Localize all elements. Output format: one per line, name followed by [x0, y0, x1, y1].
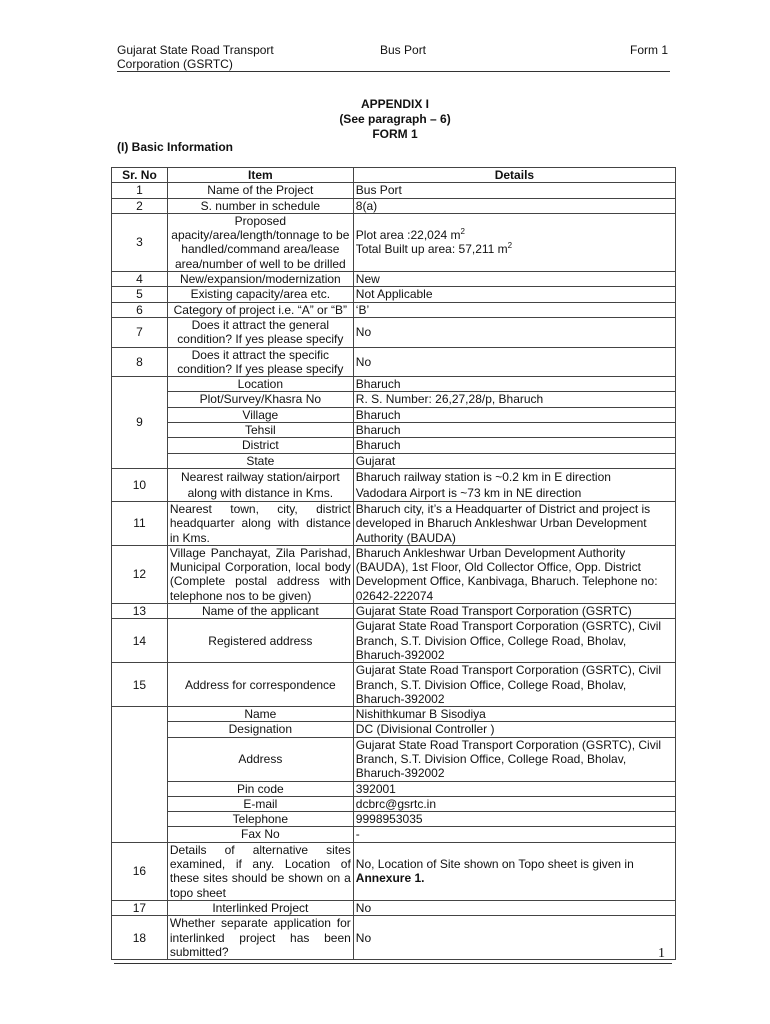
item: Whether separate application for interlinked project has been submitted? [167, 916, 353, 960]
built-up-area [356, 242, 673, 256]
item: Village [167, 407, 353, 422]
table-row [112, 453, 676, 468]
table-row [112, 287, 676, 302]
details: DC (Divisional Controller ) [353, 722, 675, 737]
empty-cell [112, 737, 168, 781]
table-row [112, 213, 676, 271]
sr-no: 16 [112, 842, 168, 900]
item: E-mail [167, 796, 353, 811]
table-row [112, 812, 676, 827]
details: Not Applicable [353, 287, 675, 302]
details: Gujarat State Road Transport Corporation (GSRTC) [353, 604, 675, 619]
sr-no: 10 [112, 468, 168, 501]
sr-no: 1 [112, 183, 168, 198]
header-organization [117, 43, 274, 71]
item: Nearest town, city, district headquarter along with distance in Kms. [167, 501, 353, 545]
item: Plot/Survey/Khasra No [167, 392, 353, 407]
item: Interlinked Project [167, 900, 353, 915]
sr-no: 12 [112, 545, 168, 603]
details: Bharuch [353, 407, 675, 422]
item: Village Panchayat, Zila Parishad, Municipal Corporation, local body (Complete postal address with telephone nos to be given) [167, 545, 353, 603]
table-row [112, 392, 676, 407]
empty-cell [112, 781, 168, 796]
empty-cell [112, 722, 168, 737]
item: Name of the applicant [167, 604, 353, 619]
table-row [112, 317, 676, 347]
table-row [112, 545, 676, 603]
sr-no: 11 [112, 501, 168, 545]
table-row [112, 272, 676, 287]
table-row [112, 438, 676, 453]
column-header: Item [167, 168, 353, 183]
details: - [353, 827, 675, 842]
item: Details of alternative sites examined, if any. Location of these sites should be shown on a topo sheet [167, 842, 353, 900]
item: Fax No [167, 827, 353, 842]
details: R. S. Number: 26,27,28/p, Bharuch [353, 392, 675, 407]
details: Bharuch [353, 377, 675, 392]
table-row [112, 827, 676, 842]
table-row [112, 916, 676, 960]
details: Gujarat State Road Transport Corporation (GSRTC), Civil Branch, S.T. Division Office, College Road, Bholav, Bharuch-392002 [353, 663, 675, 707]
table-row [112, 302, 676, 317]
column-header: Details [353, 168, 675, 183]
item: Telephone [167, 812, 353, 827]
sr-no: 7 [112, 317, 168, 347]
details: No [353, 317, 675, 347]
table-row [112, 900, 676, 915]
table-row [112, 468, 676, 501]
details: 392001 [353, 781, 675, 796]
plot-area-text: Plot area :22,024 m [355, 228, 461, 243]
sr-no: 8 [112, 347, 168, 377]
table-row [112, 183, 676, 198]
table-row [112, 722, 676, 737]
item: Address [167, 737, 353, 781]
sr-no: 5 [112, 287, 168, 302]
table-row [112, 842, 676, 900]
item: Existing capacity/area etc. [167, 287, 353, 302]
empty-cell [112, 707, 168, 722]
details: No [353, 916, 675, 960]
item: State [167, 453, 353, 468]
item: District [167, 438, 353, 453]
item: Does it attract the general condition? If yes please specify [167, 317, 353, 347]
details-text: No, Location of Site shown on Topo sheet is given in [355, 857, 634, 872]
table-row [112, 423, 676, 438]
details: Bus Port [353, 183, 675, 198]
item: Category of project i.e. “A” or “B” [167, 302, 353, 317]
column-header: Sr. No [112, 168, 168, 183]
details: Bharuch city, it’s a Headquarter of District and project is developed in Bharuch Ankleshwar Urban Development Authority (BAUDA) [353, 501, 675, 545]
table-row [112, 796, 676, 811]
sr-no: 17 [112, 900, 168, 915]
table-row [112, 737, 676, 781]
item: New/expansion/modernization [167, 272, 353, 287]
item: Does it attract the specific condition? If yes please specify [167, 347, 353, 377]
appendix-subtitle: (See paragraph – 6) [339, 112, 451, 126]
footer-rule [114, 963, 672, 964]
details: Bharuch [353, 423, 675, 438]
sr-no: 14 [112, 619, 168, 663]
details: dcbrc@gsrtc.in [353, 796, 675, 811]
item: S. number in schedule [167, 198, 353, 213]
airport-distance: Vadodara Airport is ~73 km in NE direction [355, 485, 582, 500]
basic-information-table [111, 167, 676, 960]
railway-distance: Bharuch railway station is ~0.2 km in E direction [355, 469, 611, 484]
table-header-row [112, 168, 676, 183]
details: Gujarat State Road Transport Corporation (GSRTC), Civil Branch, S.T. Division Office, College Road, Bholav, Bharuch-392002 [353, 737, 675, 781]
built-up-area-text: Total Built up area: 57,211 m [355, 242, 508, 257]
sr-no: 9 [112, 377, 168, 469]
item: Address for correspondence [167, 663, 353, 707]
appendix-title: APPENDIX I [360, 97, 429, 111]
annexure-reference: Annexure 1. [355, 871, 425, 886]
sr-no: 6 [112, 302, 168, 317]
item: Registered address [167, 619, 353, 663]
table-row [112, 707, 676, 722]
item: Name [167, 707, 353, 722]
header-form: Form 1 [629, 43, 668, 57]
item: Name of the Project [167, 183, 353, 198]
sr-no: 13 [112, 604, 168, 619]
item: Proposed apacity/area/length/tonnage to be handled/command area/lease area/number of well to be drilled [167, 213, 353, 271]
details: No [353, 347, 675, 377]
header-org-line1: Gujarat State Road Transport [117, 43, 274, 57]
header-project: Bus Port [380, 43, 427, 57]
page-header [117, 43, 670, 72]
sr-no: 3 [112, 213, 168, 271]
table-row [112, 407, 676, 422]
table-row [112, 347, 676, 377]
empty-cell [112, 827, 168, 842]
details: Bharuch [353, 438, 675, 453]
table-row [112, 501, 676, 545]
details: ‘B’ [353, 302, 675, 317]
header-org-line2: Corporation (GSRTC) [117, 57, 233, 71]
superscript: 2 [507, 241, 513, 251]
empty-cell [112, 796, 168, 811]
details [353, 468, 675, 501]
sr-no: 18 [112, 916, 168, 960]
details [353, 213, 675, 271]
sr-no: 2 [112, 198, 168, 213]
page-number: 1 [658, 946, 665, 961]
details [353, 842, 675, 900]
details: Bharuch Ankleshwar Urban Development Authority (BAUDA), 1st Floor, Old Collector Office, Opp. District Development Office, Kanbivaga, Bharuch. Telephone no: 02642-222074 [353, 545, 675, 603]
plot-area [356, 228, 673, 242]
item: Nearest railway station/airport along with distance in Kms. [167, 468, 353, 501]
details: 8(a) [353, 198, 675, 213]
table-row [112, 198, 676, 213]
details: New [353, 272, 675, 287]
details: Nishithkumar B Sisodiya [353, 707, 675, 722]
details: Gujarat State Road Transport Corporation (GSRTC), Civil Branch, S.T. Division Office, College Road, Bholav, Bharuch-392002 [353, 619, 675, 663]
appendix-heading [230, 97, 560, 142]
table-row [112, 619, 676, 663]
empty-cell [112, 812, 168, 827]
sr-no: 4 [112, 272, 168, 287]
table-row [112, 604, 676, 619]
table-row [112, 377, 676, 392]
item: Tehsil [167, 423, 353, 438]
details: Gujarat [353, 453, 675, 468]
item: Pin code [167, 781, 353, 796]
table-row [112, 663, 676, 707]
table-row [112, 781, 676, 796]
item: Location [167, 377, 353, 392]
section-title: (I) Basic Information [117, 140, 234, 154]
sr-no: 15 [112, 663, 168, 707]
form-title: FORM 1 [372, 127, 418, 141]
superscript: 2 [460, 227, 465, 237]
details: 9998953035 [353, 812, 675, 827]
item: Designation [167, 722, 353, 737]
details: No [353, 900, 675, 915]
